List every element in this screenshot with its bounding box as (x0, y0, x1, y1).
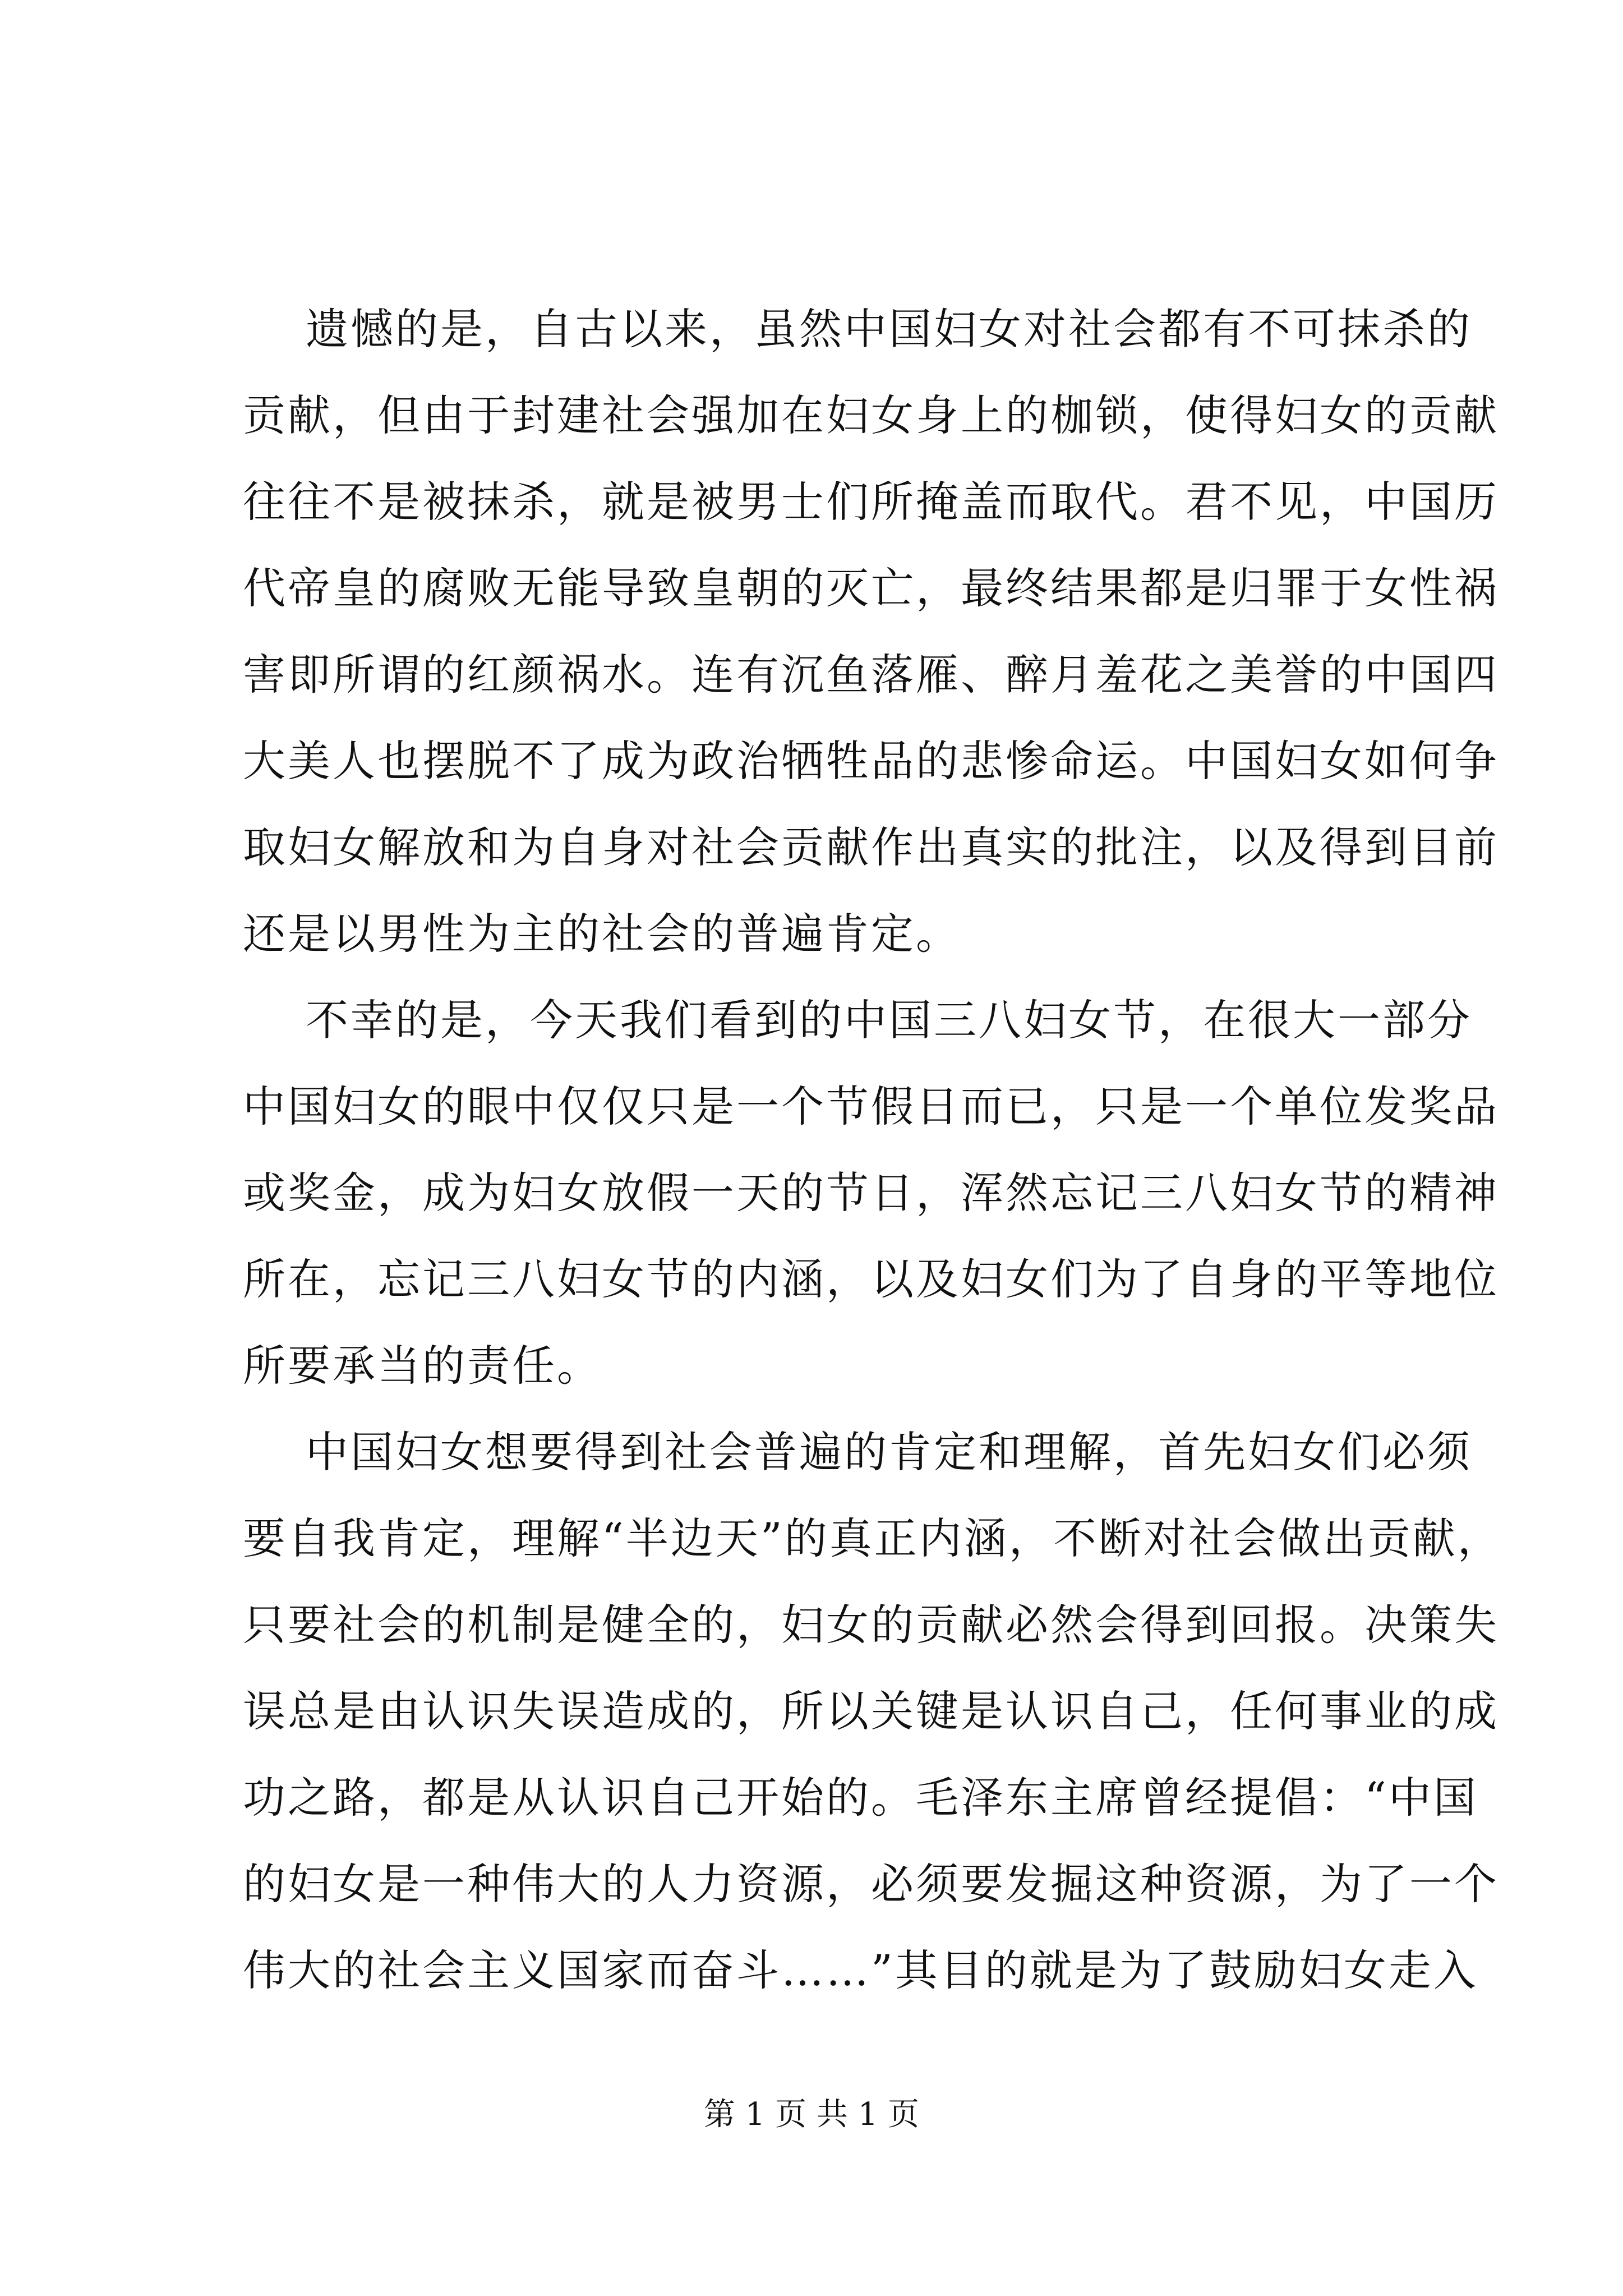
text-line: 贡献，但由于封建社会强加在妇女身上的枷锁，使得妇女的贡献 (243, 390, 1499, 440)
body-text (243, 286, 1502, 2014)
page-footer: 第 1 页 共 1 页 (703, 2096, 920, 2133)
paragraph-2 (243, 977, 1499, 1409)
paragraph-3 (243, 1409, 1502, 2014)
text-line: 伟大的社会主义国家而奋斗……”其目的就是为了鼓励妇女走入 (243, 1945, 1478, 1995)
text-line: 中国妇女想要得到社会普遍的肯定和理解，首先妇女们必须 (306, 1427, 1472, 1477)
text-line: 中国妇女的眼中仅仅只是一个节假日而已，只是一个单位发奖品 (243, 1082, 1499, 1131)
text-line: 大美人也摆脱不了成为政治牺牲品的悲惨命运。中国妇女如何争 (243, 736, 1499, 786)
text-line: 或奖金，成为妇女放假一天的节日，浑然忘记三八妇女节的精神 (243, 1168, 1499, 1218)
text-line: 取妇女解放和为自身对社会贡献作出真实的批注，以及得到目前 (243, 822, 1499, 872)
paragraph-1 (243, 286, 1499, 977)
text-line: 不幸的是，今天我们看到的中国三八妇女节，在很大一部分 (306, 995, 1472, 1045)
text-line: 代帝皇的腐败无能导致皇朝的灭亡，最终结果都是归罪于女性祸 (243, 563, 1499, 613)
text-line: 往往不是被抹杀，就是被男士们所掩盖而取代。君不见，中国历 (243, 477, 1499, 527)
text-line: 所要承当的责任。 (243, 1341, 602, 1391)
text-line: 所在，忘记三八妇女节的内涵，以及妇女们为了自身的平等地位 (243, 1254, 1499, 1304)
text-line: 害即所谓的红颜祸水。连有沉鱼落雁、醉月羞花之美誉的中国四 (243, 650, 1499, 700)
text-line: 遗憾的是，自古以来，虽然中国妇女对社会都有不可抹杀的 (306, 304, 1472, 354)
text-line: 功之路，都是从认识自己开始的。毛泽东主席曾经提倡：“中国 (243, 1773, 1478, 1823)
text-line: 只要社会的机制是健全的，妇女的贡献必然会得到回报。决策失 (243, 1600, 1499, 1650)
text-line: 要自我肯定，理解“半边天”的真正内涵，不断对社会做出贡献， (243, 1513, 1502, 1563)
text-line: 的妇女是一种伟大的人力资源，必须要发掘这种资源，为了一个 (243, 1859, 1499, 1909)
text-line: 还是以男性为主的社会的普遍肯定。 (243, 909, 961, 959)
text-line: 误总是由认识失误造成的，所以关键是认识自己，任何事业的成 (243, 1686, 1499, 1736)
